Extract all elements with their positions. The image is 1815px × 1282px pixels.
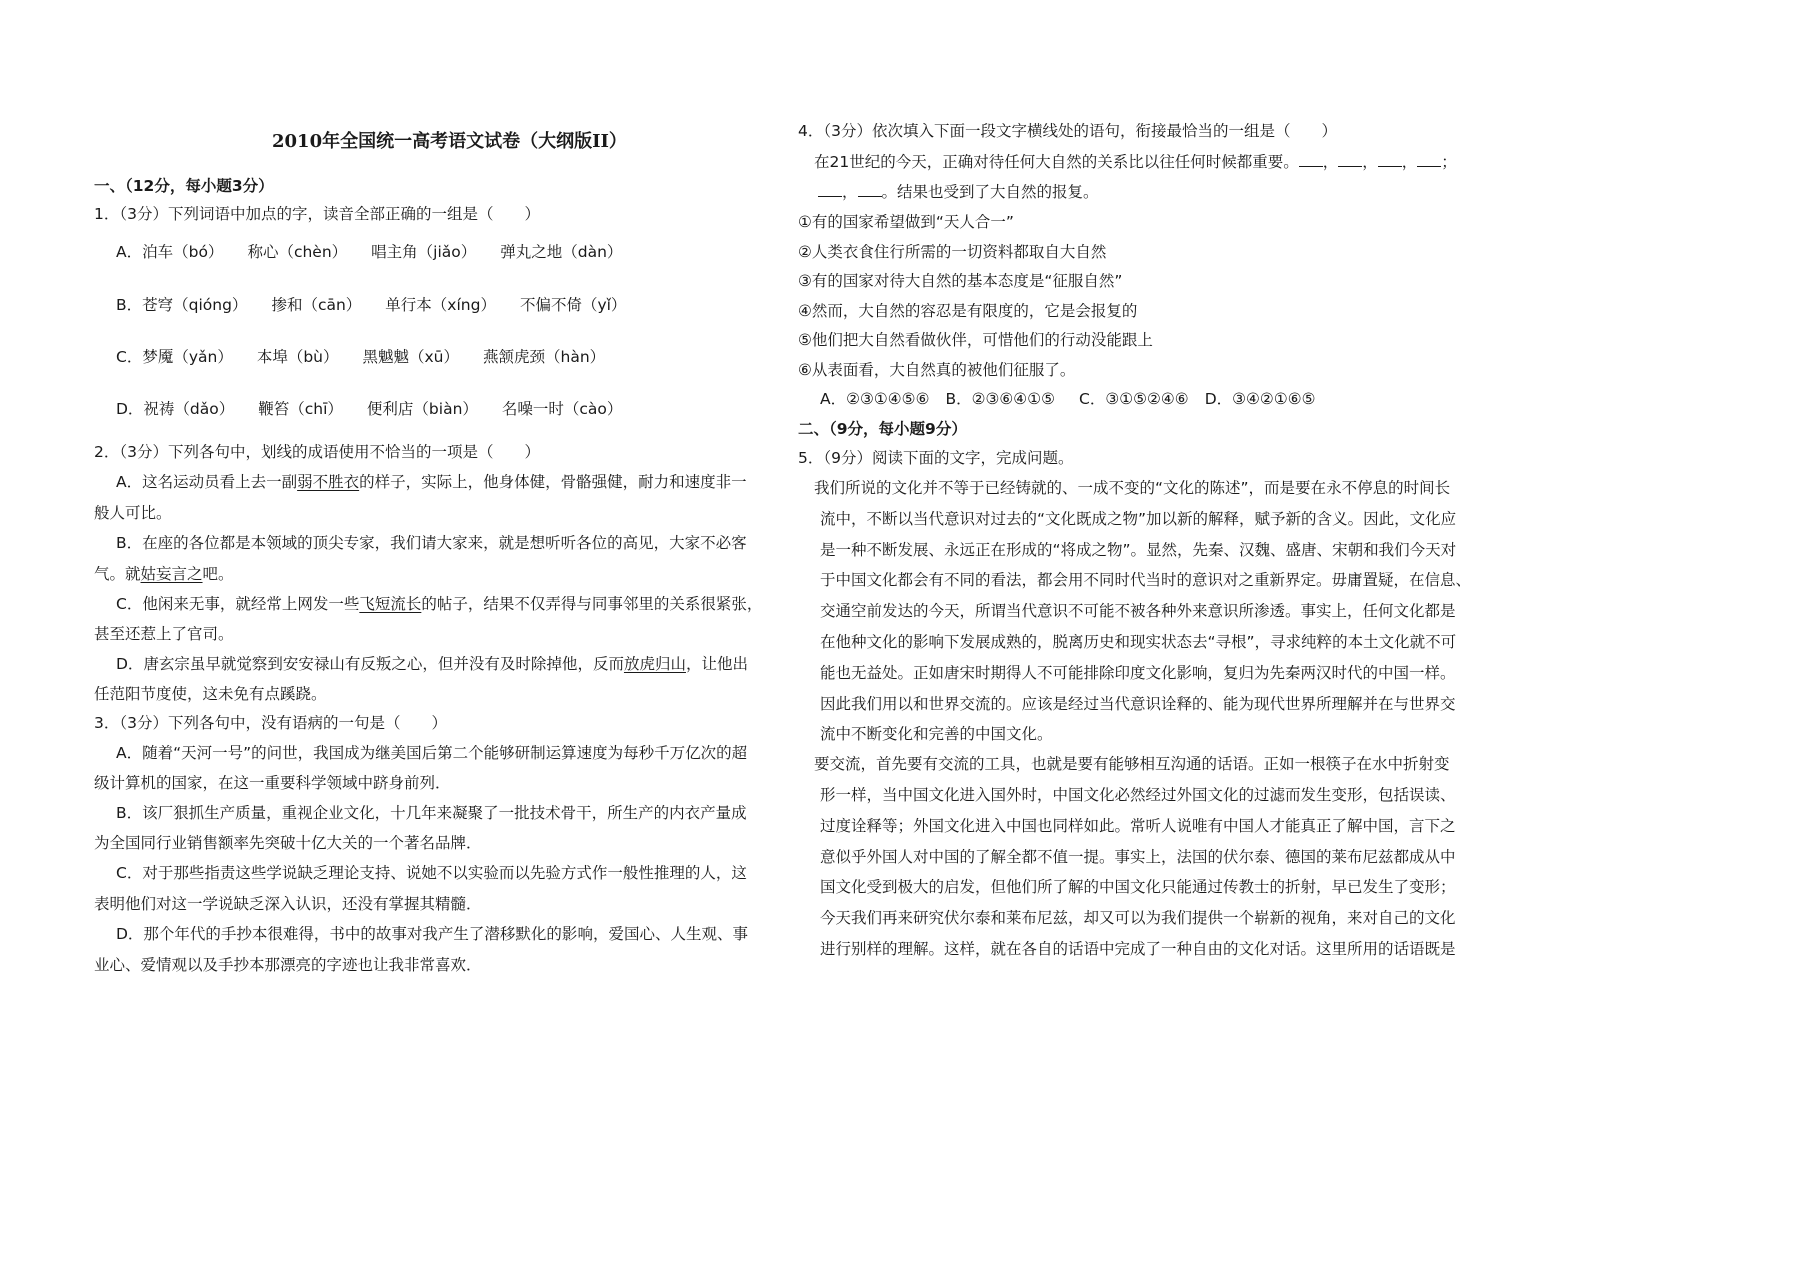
page-title: 2010年全国统一高考语文试卷（大纲版II） (272, 131, 627, 152)
fill-blank (858, 182, 882, 197)
q2-option-b: B．在座的各位都是本领域的顶尖专家，我们请大家来，就是想听听各位的高见，大家不必客 (116, 534, 747, 552)
q4-item-1: ①有的国家希望做到“天人合一” (798, 213, 1014, 231)
q4-option-c: C．③①⑤②④⑥ (1079, 390, 1189, 408)
q5-passage-line: 因此我们用以和世界交流的。应该是经过当代意识诠释的、能为现代世界所理解并在与世界交 (820, 695, 1456, 713)
section-1-heading: 一、（12分，每小题3分） (94, 177, 274, 195)
underlined-idiom: 放虎归山 (623, 655, 686, 673)
q1-option-b: B．苍穹（qióng） 掺和（cān） 单行本（xíng） 不偏不倚（yǐ） (116, 296, 627, 314)
q3-option-d: D．那个年代的手抄本很难得，书中的故事对我产生了潜移默化的影响，爱国心、人生观、事 (116, 925, 748, 943)
q2-option-d-cont: 任范阳节度使，这未免有点蹊跷。 (94, 685, 327, 703)
q2-stem: 2．（3分）下列各句中，划线的成语使用不恰当的一项是（ ） (94, 443, 540, 461)
q4-item-2: ②人类衣食住行所需的一切资料都取自大自然 (798, 243, 1107, 261)
q3-option-a: A．随着“天河一号”的问世，我国成为继美国后第二个能够研制运算速度为每秒千万亿次的超 (116, 744, 748, 762)
q4-item-4: ④然而，大自然的容忍是有限度的，它是会报复的 (798, 302, 1138, 320)
q5-passage-line: 流中，不断以当代意识对过去的“文化既成之物”加以新的解释，赋予新的含义。因此，文化应 (820, 510, 1457, 528)
q5-passage-line: 是一种不断发展、永远正在形成的“将成之物”。显然，先秦、汉魏、盛唐、宋朝和我们今天对 (820, 541, 1457, 559)
q2-option-b-cont: 气。就姑妄言之吧。 (94, 565, 234, 583)
q4-item-5: ⑤他们把大自然看做伙伴，可惜他们的行动没能跟上 (798, 331, 1153, 349)
q5-passage-line: 能也无益处。正如唐宋时期得人不可能排除印度文化影响，复归为先秦两汉时代的中国一样。 (820, 664, 1456, 682)
fill-blank (818, 182, 842, 197)
q5-passage-line: 交通空前发达的今天，所谓当代意识不可能不被各种外来意识所渗透。事实上，任何文化都是 (820, 602, 1456, 620)
q3-option-b-cont: 为全国同行业销售额率先突破十亿大关的一个著名品牌． (94, 834, 482, 852)
q5-passage-line: 要交流，首先要有交流的工具，也就是要有能够相互沟通的话语。正如一根筷子在水中折射变 (814, 755, 1450, 773)
q4-option-a: A．②③①④⑤⑥ (820, 390, 930, 408)
q3-option-b: B．该厂狠抓生产质量，重视企业文化，十几年来凝聚了一批技术骨干，所生产的内衣产量成 (116, 804, 747, 822)
section-2-heading: 二、（9分，每小题9分） (798, 420, 967, 438)
q4-passage-line-1: 在21世纪的今天，正确对待任何大自然的关系比以往任何时候都重要。 ， ， ， ； (814, 153, 1457, 171)
underlined-idiom: 弱不胜衣 (297, 473, 360, 491)
q4-passage-line-2: ， 。结果也受到了大自然的报复。 (818, 182, 1099, 202)
q5-passage-line: 过度诠释等；外国文化进入中国也同样如此。常听人说唯有中国人才能真正了解中国，言下之 (820, 817, 1456, 835)
q2-option-a: A．这名运动员看上去一副弱不胜衣的样子，实际上，他身体健，骨骼强健，耐力和速度非一 (116, 473, 747, 491)
fill-blank (1378, 152, 1402, 167)
q5-passage-line: 进行别样的理解。这样，就在各自的话语中完成了一种自由的文化对话。这里所用的话语既是 (820, 940, 1456, 958)
q1-stem: 1．（3分）下列词语中加点的字，读音全部正确的一组是（ ） (94, 205, 540, 223)
q1-option-a: A．泊车（bó） 称心（chèn） 唱主角（jiǎo） 弹丸之地（dàn） (116, 243, 623, 261)
q4-item-6: ⑥从表面看，大自然真的被他们征服了。 (798, 361, 1076, 379)
q2-option-a-cont: 般人可比。 (94, 504, 172, 522)
q5-passage-line: 在他种文化的影响下发展成熟的，脱离历史和现实状态去“寻根”，寻求纯粹的本土文化就不可 (820, 633, 1457, 651)
q4-item-3: ③有的国家对待大自然的基本态度是“征服自然” (798, 272, 1123, 290)
underlined-idiom: 飞短流长 (359, 595, 422, 613)
q4-option-b: B．②③⑥④①⑤ (945, 390, 1055, 408)
q3-option-c-cont: 表明他们对这一学说缺乏深入认识，还没有掌握其精髓． (94, 895, 482, 913)
q5-passage-line: 我们所说的文化并不等于已经铸就的、一成不变的“文化的陈述”，而是要在永不停息的时间长 (814, 479, 1451, 497)
q3-option-c: C．对于那些指责这些学说缺乏理论支持、说她不以实验而以先验方式作一般性推理的人，这 (116, 864, 747, 882)
q2-option-c-cont: 甚至还惹上了官司。 (94, 625, 234, 643)
q5-passage-line: 今天我们再来研究伏尔泰和莱布尼兹，却又可以为我们提供一个崭新的视角，来对自己的文化 (820, 909, 1456, 927)
q1-option-c: C．梦魇（yǎn） 本埠（bù） 黑魆魆（xū） 燕颔虎颈（hàn） (116, 348, 606, 366)
q2-option-c: C．他闲来无事，就经常上网发一些飞短流长的帖子，结果不仅弄得与同事邻里的关系很紧张， (116, 595, 763, 613)
q5-passage-line: 国文化受到极大的启发，但他们所了解的中国文化只能通过传教士的折射，早已发生了变形； (820, 878, 1456, 896)
q5-passage-line: 意似乎外国人对中国的了解全都不值一提。事实上，法国的伏尔泰、德国的莱布尼兹都成从中 (820, 848, 1456, 866)
q4-option-d: D．③④②①⑥⑤ (1204, 390, 1316, 408)
q5-passage-line: 于中国文化都会有不同的看法，都会用不同时代当时的意识对之重新界定。毋庸置疑，在信息、 (820, 571, 1472, 589)
fill-blank (1417, 152, 1441, 167)
q5-stem: 5．（9分）阅读下面的文字，完成问题。 (798, 449, 1074, 467)
q3-option-a-cont: 级计算机的国家，在这一重要科学领域中跻身前列． (94, 774, 451, 792)
q3-stem: 3．（3分）下列各句中，没有语病的一句是（ ） (94, 714, 447, 732)
q4-options (820, 389, 1316, 409)
fill-blank (1338, 152, 1362, 167)
q5-passage-line: 流中不断变化和完善的中国文化。 (820, 725, 1053, 743)
q1-option-d: D．祝祷（dǎo） 鞭笞（chī） 便利店（biàn） 名噪一时（cào） (116, 400, 623, 418)
fill-blank (1299, 152, 1323, 167)
q5-passage-line: 形一样，当中国文化进入国外时，中国文化必然经过外国文化的过滤而发生变形，包括误读、 (820, 786, 1456, 804)
q2-option-d: D．唐玄宗虽早就觉察到安安禄山有反叛之心，但并没有及时除掉他，反而放虎归山，让他出 (116, 655, 748, 673)
q4-stem: 4．（3分）依次填入下面一段文字横线处的语句，衔接最恰当的一组是（ ） (798, 122, 1337, 140)
q3-option-d-cont: 业心、爱情观以及手抄本那漂亮的字迹也让我非常喜欢． (94, 956, 482, 974)
underlined-idiom: 姑妄言之 (140, 565, 203, 583)
